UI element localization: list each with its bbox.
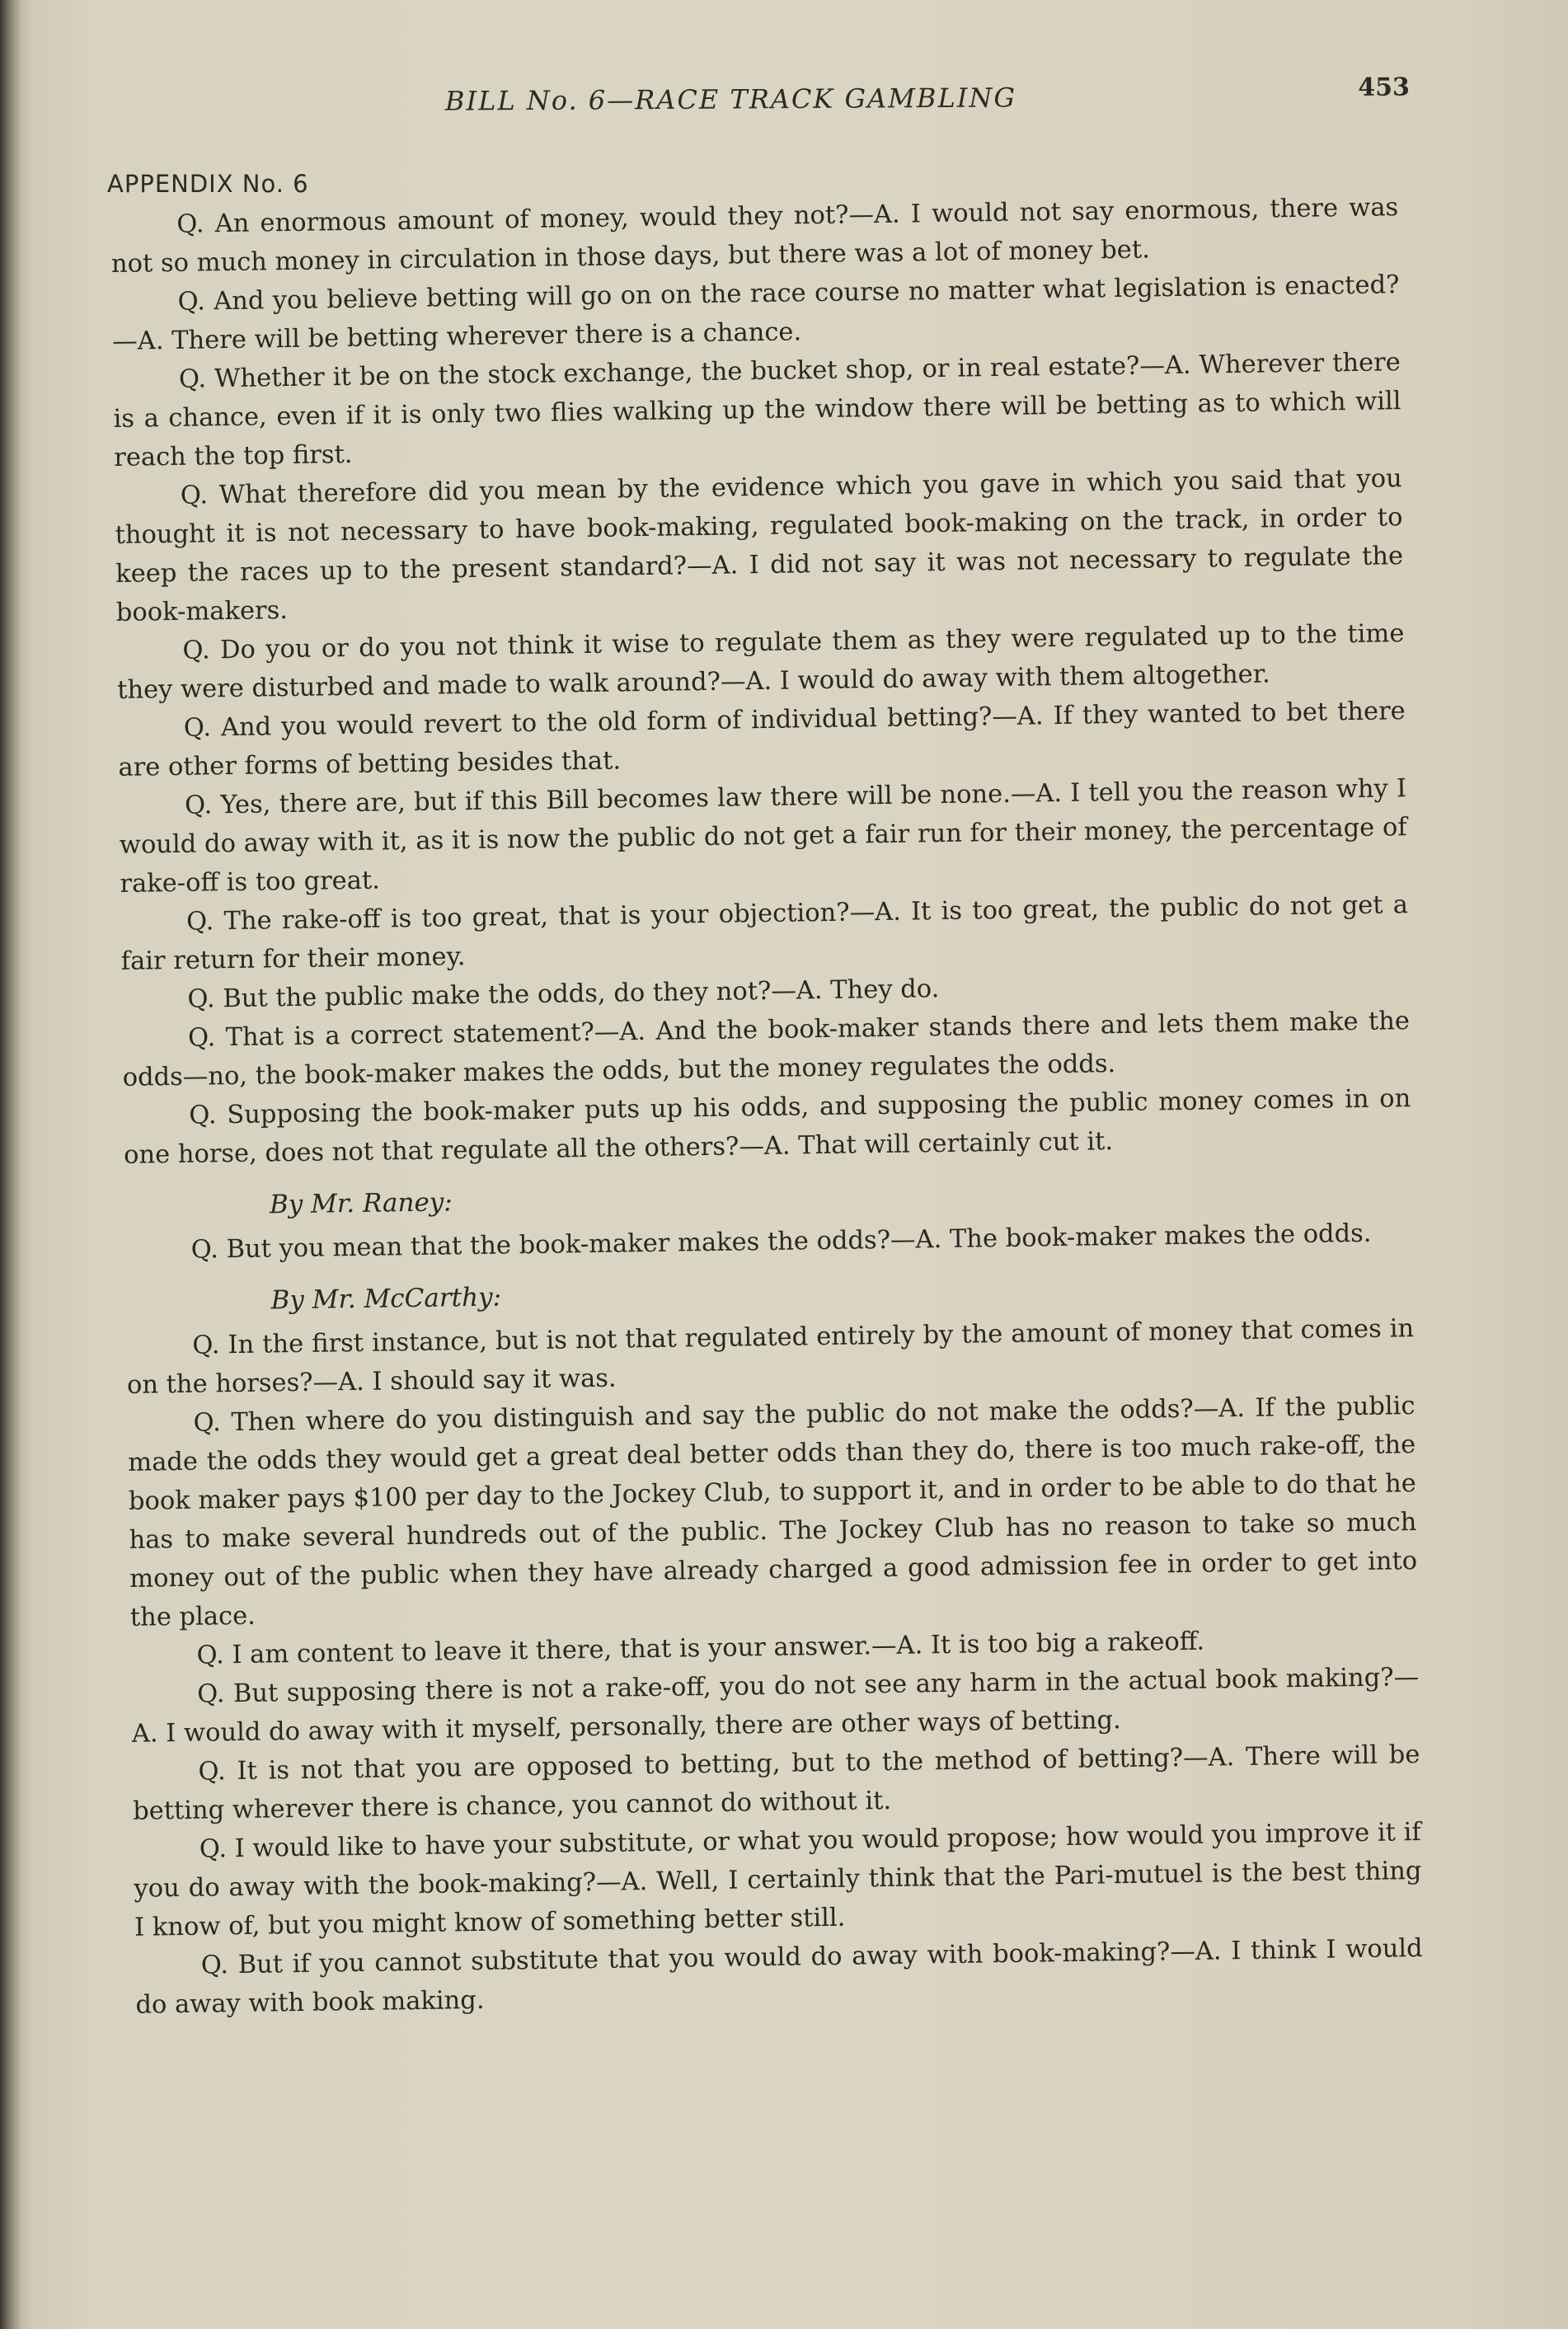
transcript-paragraph: Q. Do you or do you not think it wise to regulate them as they were regulated up to the time they were disturbed and made to walk around?—A. I would do away with them altogether. (116, 619, 1405, 705)
transcript-paragraph: Q. But if you cannot substitute that you would do away with book-making?—A. I think I would do away with book making. (135, 1933, 1423, 2020)
transcript-paragraph: Q. Yes, there are, but if this Bill becomes law there will be none.—A. I tell you the reason why I would do away with it, as it is now the public do not get a fair run for their money, the percentage of rake-off is too great. (119, 774, 1407, 899)
transcript-paragraph: Q. But the public make the odds, do they not?—A. They do. (187, 974, 940, 1014)
running-title: BILL No. 6—RACE TRACK GAMBLING (444, 82, 1017, 117)
transcript-paragraph: Q. And you would revert to the old form of individual betting?—A. If they wanted to bet there are other forms of betting besides that. (118, 697, 1406, 782)
transcript-paragraph: Q. In the first instance, but is not that regulated entirely by the amount of money that comes in on the horses?—A. I should say it was. (126, 1314, 1415, 1400)
speaker-heading: By Mr. Raney: (269, 1187, 453, 1220)
transcript-paragraph: Q. Then where do you distinguish and say the public do not make the odds?—A. If the public made the odds they would get a great deal better odds than they do, there is too much rake-off, the book maker pays $100 per day to the Jockey Club, to support it, and in order to be able to do that he has to make several hundreds out of the public. The Jockey Club has no reason to take so much money out of the public when they have already charged a good admission fee in order to get into the place. (128, 1392, 1418, 1632)
transcript-paragraph: Q. But you mean that the book-maker makes the odds?—A. The book-maker makes the odds. (190, 1218, 1372, 1265)
page-number: 453 (1358, 73, 1411, 102)
transcript-paragraph: Q. But supposing there is not a rake-off, you do not see any harm in the actual book making?—A. I would do away with it myself, personally, there are other ways of betting. (131, 1663, 1420, 1749)
transcript-paragraph: Q. It is not that you are opposed to betting, but to the method of betting?—A. There will be betting wherever there is chance, you cannot do without it. (132, 1740, 1420, 1826)
transcript-paragraph: Q. An enormous amount of money, would they not?—A. I would not say enormous, there was not so much money in circulation in those days, but there was a lot of money bet. (110, 193, 1399, 279)
appendix-label: APPENDIX No. 6 (107, 170, 309, 198)
transcript-paragraph: Q. The rake-off is too great, that is your objection?—A. It is too great, the public do not get a fair return for their money. (120, 890, 1409, 976)
transcript-paragraph: Q. What therefore did you mean by the evidence which you gave in which you said that you thought it is not necessary to have book-making, regulated book-making on the track, in order to keep the races up to the present standard?—A. I did not say it was not necessary to regulate the book-makers. (115, 464, 1404, 627)
transcript-paragraph: Q. I would like to have your substitute, or what you would propose; how would you improve it if you do away with the book-making?—A. Well, I certainly think that the Pari-mutuel is the best thing I know of, but you might know of something better still. (134, 1817, 1422, 1942)
transcript-paragraph: Q. Supposing the book-maker puts up his odds, and supposing the public money comes in on one horse, does not that regulate all the others?—A. That will certainly cut it. (123, 1084, 1411, 1170)
transcript-paragraph: Q. And you believe betting will go on on the race course no matter what legislation is enacted?—A. There will be betting wherever there is a chance. (112, 270, 1400, 356)
book-spine-shadow (0, 0, 21, 2329)
transcript-paragraph: Q. That is a correct statement?—A. And the book-maker stands there and lets them make the odds—no, the book-maker makes the odds, but the money regulates the odds. (122, 1007, 1411, 1092)
page-header (445, 73, 1418, 128)
speaker-heading: By Mr. McCarthy: (270, 1282, 502, 1316)
transcript-paragraph: Q. Whether it be on the stock exchange, the bucket shop, or in real estate?—A. Wherever there is a chance, even if it is only two flies walking up the window there will be betting as to which will reach the top first. (113, 348, 1401, 472)
transcript-paragraph: Q. I am content to leave it there, that is your answer.—A. It is too big a rakeoff. (196, 1627, 1205, 1670)
transcript-body (110, 188, 1424, 2025)
